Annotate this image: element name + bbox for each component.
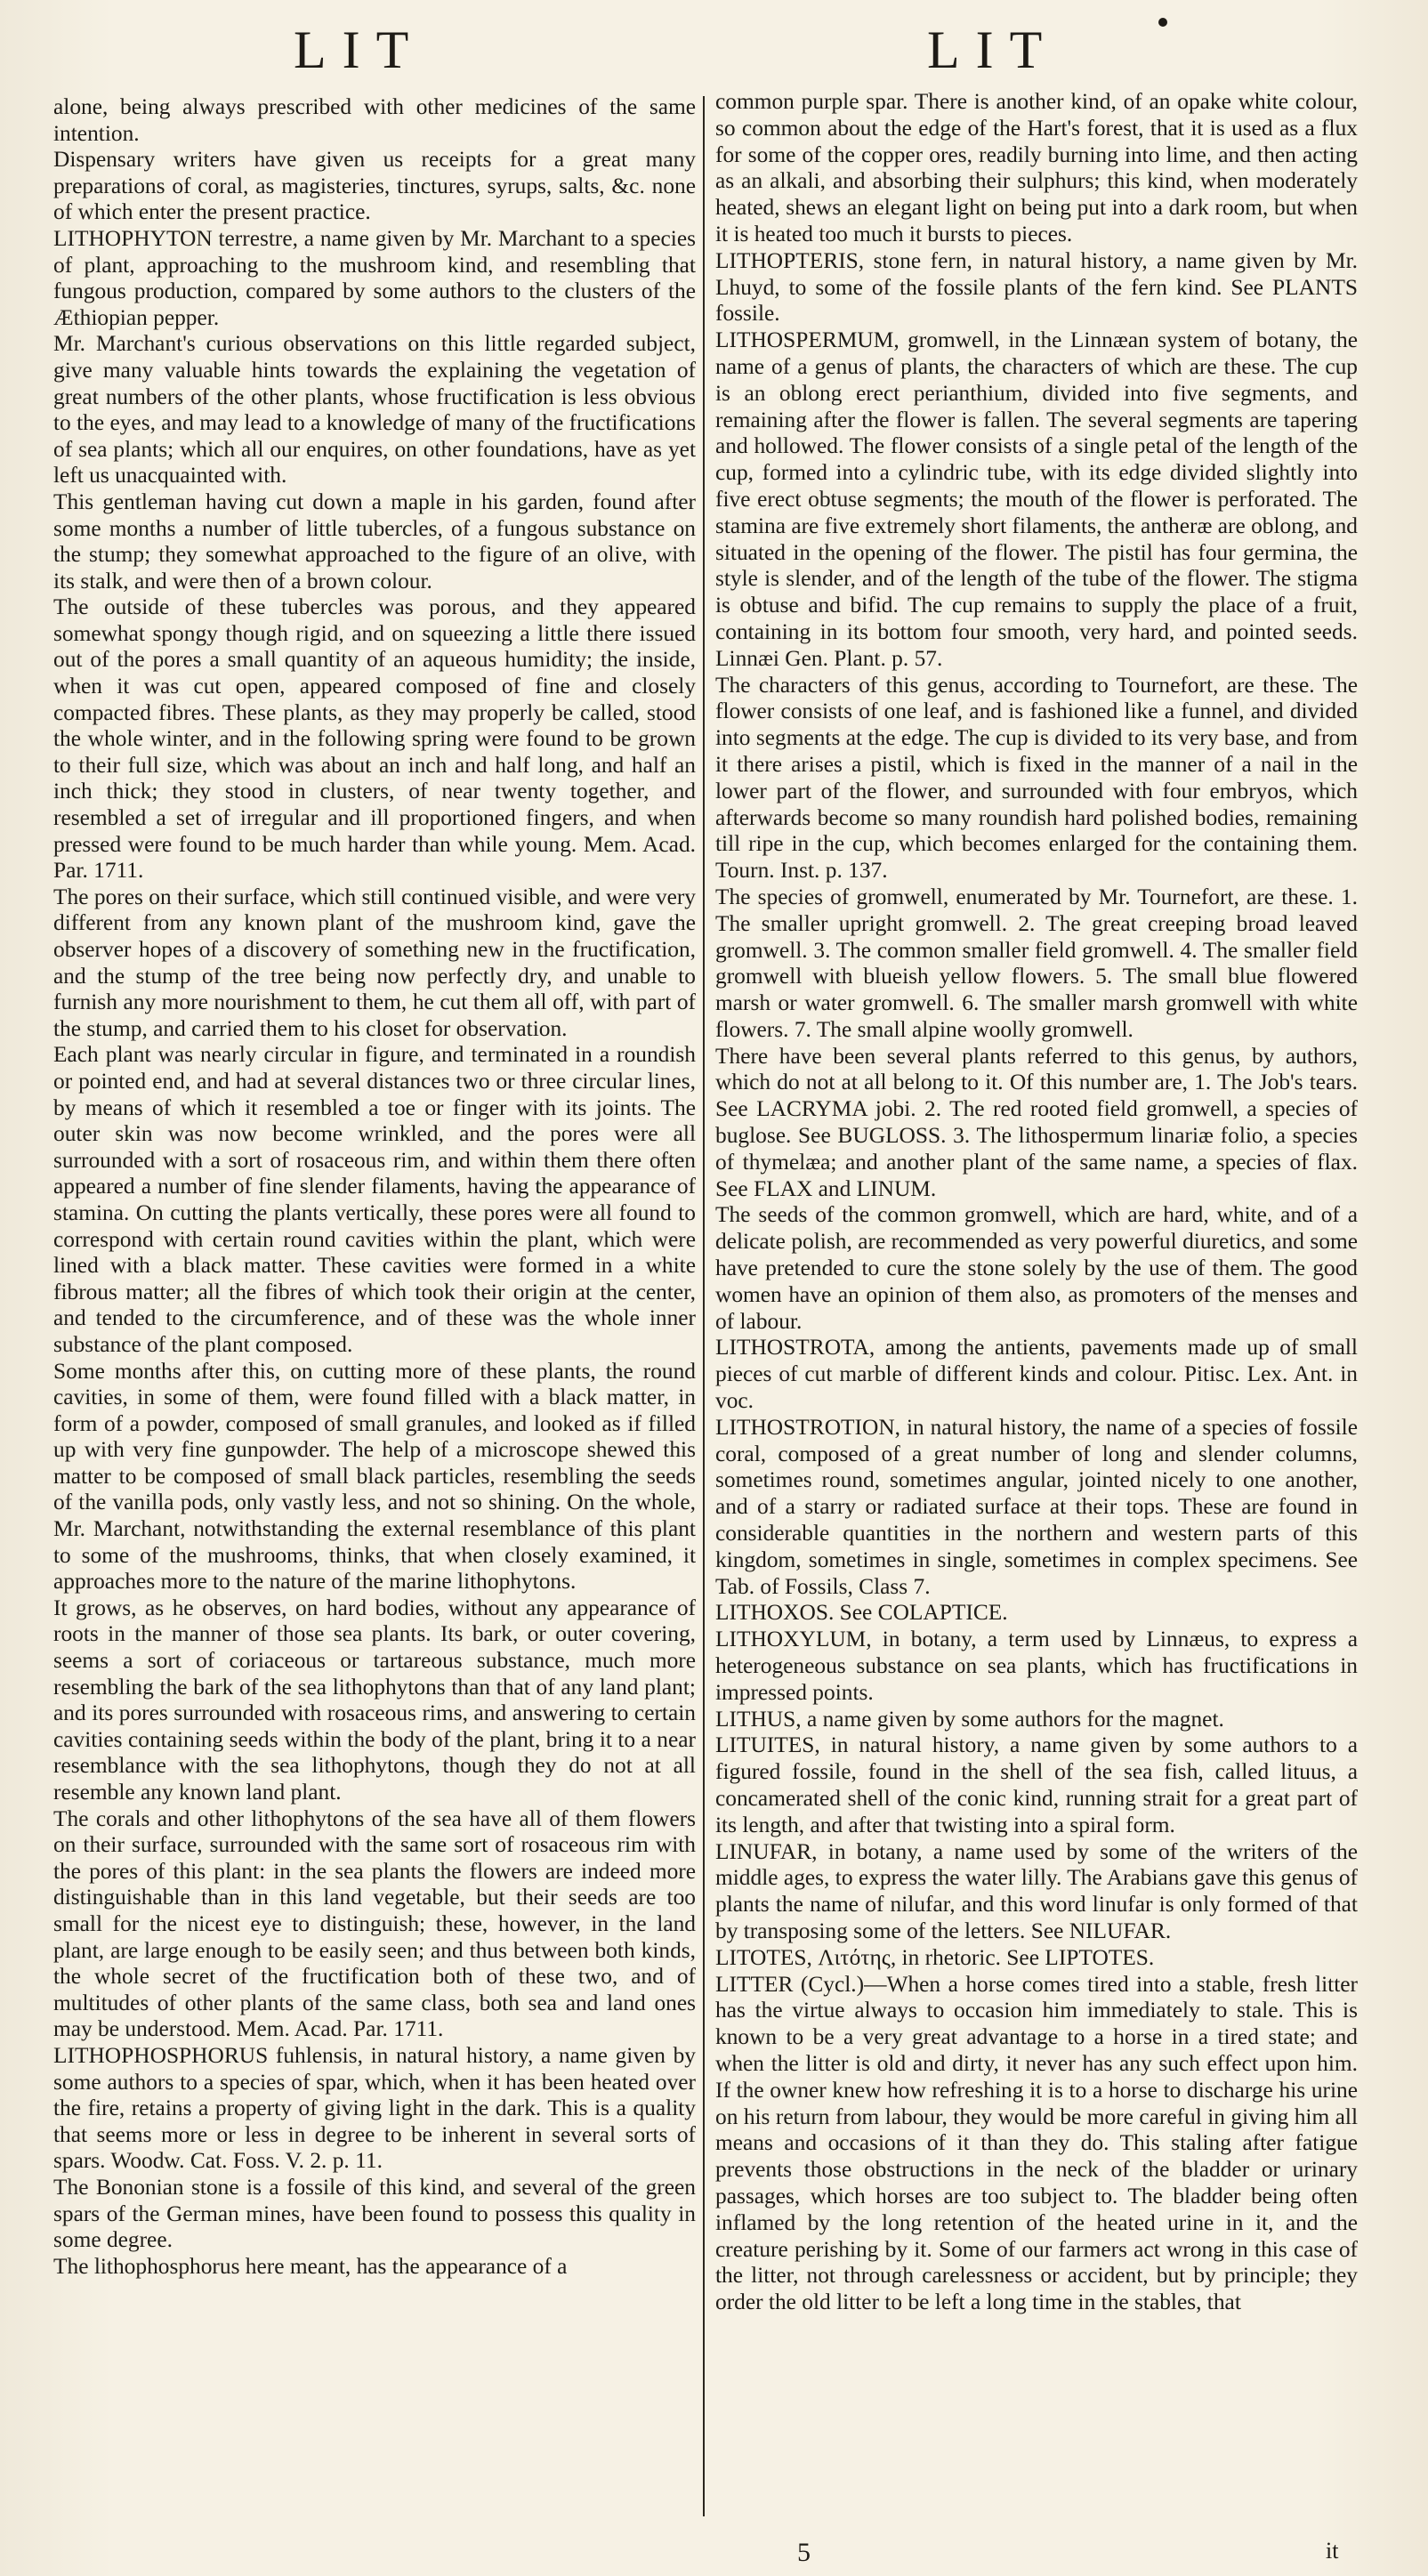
paragraph: The outside of these tubercles was porous, and they appeared somewhat spongy though rigid, and on squeezing a little there issued out of the pores a small quantity of an aqueous humidity; the inside, when it was cut open, appeared composed of fine and closely compacted fibres. These plants, as they may properly be called, stood the whole winter, and in the following spring were found to be grown to their full size, which was about an inch and half long, and half an inch thick; they stood in clusters, of near twenty together, and resembled a set of irregular and ill proportioned fingers, and when pressed were found to be much harder than while young. Mem. Acad. Par. 1711. (53, 594, 696, 884)
entry-lithostrota: LITHOSTROTA, among the antients, pavements made up of small pieces of cut marble of different kinds and colour. Pitisc. Lex. Ant. in voc. (715, 1335, 1358, 1414)
running-head-left: LIT (294, 20, 425, 79)
ornament-dot (1158, 18, 1167, 27)
left-column (53, 94, 696, 2280)
entry-lithoxylum: LITHOXYLUM, in botany, a term used by Linnæus, to express a heterogeneous substance on sea plants, which has fructifications in impressed points. (715, 1627, 1358, 1705)
paragraph: The corals and other lithophytons of the sea have all of them flowers on their surface, surrounded with the same sort of rosaceous rim with the pores of this plant: in the sea plants the flowers are indeed more distinguishable than in this land vegetable, but their seeds are too small for the nicest eye to distinguish; these, however, in the land plant, are large enough to be easily seen; and thus between both kinds, the whole secret of the fructification both of these two, and of multitudes of other plants of the same class, both sea and land ones may be understood. Mem. Acad. Par. 1711. (53, 1805, 696, 2042)
entry-litotes: LITOTES, Λιτότης, in rhetoric. See LIPTOTES. (715, 1944, 1155, 1970)
paragraph: Mr. Marchant's curious observations on this little regarded subject, give many valuable hints towards the explaining the vegetation of great numbers of the other plants, whose fructification is less obvious to the eyes, and may lead to a knowledge of many of the fructifications of sea plants; which all our enquires, on other foundations, have as yet left us unacquainted with. (53, 331, 696, 489)
entry-lithostrotion: LITHOSTROTION, in natural history, the name of a species of fossile coral, composed of a great number of long and slender columns, sometimes round, sometimes angular, jointed nicely to one another, and of a starry or radiated surface at their tops. These are found in considerable quantities in the northern and western parts of this kingdom, sometimes in single, sometimes in complex specimens. See Tab. of Fossils, Class 7. (715, 1414, 1358, 1599)
paragraph: common purple spar. There is another kind, of an opake white colour, so common about the edge of the Hart's forest, that it is used as a flux for some of the copper ores, readily burning into lime, and then acting as an alkali, and absorbing their sulphurs; this kind, when moderately heated, shews an elegant light on being put into a dark room, but when it is heated too much it bursts to pieces. (715, 89, 1358, 246)
paragraph: The pores on their surface, which still continued visible, and were very different from any known plant of the mushroom kind, gave the observer hopes of a discovery of something new in the fructification, and the stump of the tree being now perfectly dry, and unable to furnish any more nourishment to them, he cut them all off, with part of the stump, and carried them to his closet for observation. (53, 884, 696, 1041)
paragraph: This gentleman having cut down a maple in his garden, found after some months a number of little tubercles, of a fungous substance on the stump; they somewhat approached to the figure of an olive, with its stalk, and were then of a brown colour. (53, 489, 696, 594)
paragraph: Each plant was nearly circular in figure, and terminated in a roundish or pointed end, and had at several distances two or three circular lines, by means of which it resembled a toe or finger with its joints. The outer skin was now become wrinkled, and the pores were all surrounded with a sort of rosaceous rim, and within them there often appeared a number of fine slender filaments, having the appearance of stamina. On cutting the plants vertically, these pores were all found to correspond with certain round cavities within the plant, which were lined with a black matter. These cavities were formed in a white fibrous matter; all the fibres of which took their origin at the center, and tended to the circumference, and of these was the whole inner substance of the plant composed. (53, 1042, 696, 1357)
paragraph: alone, being always prescribed with other medicines of the same intention. (53, 94, 696, 146)
entry-lithophyton: LITHOPHYTON terrestre, a name given by Mr. Marchant to a species of plant, approaching to the mushroom kind, and resembling that fungous production, compared by some authors to the clusters of the Æthiopian pepper. (53, 225, 696, 330)
paragraph: The characters of this genus, according to Tournefort, are these. The flower consists of one leaf, and is fashioned like a funnel, and divided into segments at the edge. The cup is divided to its very base, and from it there arises a pistil, which is fixed in the manner of a nail in the lower part of the flower, and surrounded with four embryos, which afterwards become so many roundish hard polished bodies, remaining till ripe in the cup, which becomes enlarged for the containing them. Tourn. Inst. p. 137. (715, 672, 1358, 884)
entry-linufar: LINUFAR, in botany, a name used by some of the writers of the middle ages, to express the water lilly. The Arabians gave this genus of plants the name of nilufar, and this word linufar is only formed of that by transposing some of the letters. See NILUFAR. (715, 1838, 1358, 1943)
paragraph: There have been several plants referred to this genus, by authors, which do not at all belong to it. Of this number are, 1. The Job's tears. See LACRYMA jobi. 2. The red rooted field gromwell, a species of buglose. See BUGLOSS. 3. The lithospermum linariæ folio, a species of thymelæa; and another plant of the same name, a species of flax. See FLAX and LINUM. (715, 1043, 1358, 1201)
paragraph: The seeds of the common gromwell, which are hard, white, and of a delicate polish, are recommended as very powerful diuretics, and some have pretended to cure the stone solely by the use of them. The good women have an opinion of them also, as promoters of the menses and of labour. (715, 1202, 1358, 1334)
entry-lithopteris: LITHOPTERIS, stone fern, in natural history, a name given by Mr. Lhuyd, to some of the fossile plants of the fern kind. See PLANTS fossile. (715, 247, 1358, 327)
paragraph: The lithophosphorus here meant, has the appearance of a (53, 2253, 568, 2279)
entry-lituites: LITUITES, in natural history, a name given by some authors to a figured fossile, found in the shell of the sea fish, called lituus, a concamerated shell of the conic kind, running strait for a great part of its length, and after that twisting into a spiral form. (715, 1732, 1358, 1837)
running-head-right: LIT (927, 20, 1059, 79)
right-column (715, 89, 1358, 2316)
entry-lithoxos: LITHOXOS. See COLAPTICE. (715, 1600, 1008, 1626)
column-divider (703, 96, 705, 2516)
entry-lithus: LITHUS, a name given by some authors for the magnet. (715, 1706, 1224, 1732)
entry-lithospermum: LITHOSPERMUM, gromwell, in the Linnæan system of botany, the name of a genus of plants, the characters of which are these. The cup is an oblong erect perianthium, divided into five segments, and remaining after the flower is fallen. The several segments are tapering and hollowed. The flower consists of a single petal of the length of the cup, formed into a cylindric tube, with its edge divided slightly into five erect obtuse segments; the mouth of the flower is perforated. The stamina are five extremely short filaments, the antheræ are oblong, and situated in the opening of the flower. The pistil has four germina, the style is slender, and of the length of the tube of the flower. The stigma is obtuse and bifid. The cup remains to supply the place of a fruit, containing in its bottom four smooth, very hard, and pointed seeds. Linnæi Gen. Plant. p. 57. (715, 327, 1358, 671)
entry-litter: LITTER (Cycl.)—When a horse comes tired into a stable, fresh litter has the virtue always to occasion him immediately to stale. This is known to be a very great advantage to a horse in a tired state; and when the litter is old and dirty, it never has any such effect upon him. If the owner knew how refreshing it is to a horse to discharge his urine on his return from labour, they would be more careful in giving him all means and occasions of it than they do. This staling after fatigue prevents those obstructions in the neck of the bladder or urinary passages, which horses are too subject to. The bladder being often inflamed by the long retention of the heated urine in it, and the creature perishing by it. Some of our farmers act wrong in this case of the litter, not through carelessness or accident, but by principle; they order the old litter to be left a long time in the stables, that (715, 1971, 1358, 2315)
paragraph: Dispensary writers have given us receipts for a great many preparations of coral, as magisteries, tinctures, syrups, salts, &c. none of which enter the present practice. (53, 147, 696, 225)
paragraph: The Bononian stone is a fossile of this kind, and several of the green spars of the German mines, have been found to possess this quality in some degree. (53, 2174, 696, 2253)
paragraph: The species of gromwell, enumerated by Mr. Tournefort, are these. 1. The smaller upright gromwell. 2. The great creeping broad leaved gromwell. 3. The common smaller field gromwell. 4. The smaller field gromwell with blueish yellow flowers. 5. The small blue flowered marsh or water gromwell. 6. The smaller marsh gromwell with white flowers. 7. The small alpine woolly gromwell. (715, 884, 1358, 1042)
paragraph: Some months after this, on cutting more of these plants, the round cavities, in some of them, were found filled with a black matter, in form of a powder, composed of small granules, and looked as if filled up with very fine gunpowder. The help of a microscope shewed this matter to be composed of small black particles, resembling the seeds of the vanilla pods, only vastly less, and not so shining. On the whole, Mr. Marchant, notwithstanding the external resemblance of this plant to some of the mushrooms, thinks, that when closely examined, it approaches more to the nature of the marine lithophytons. (53, 1358, 696, 1595)
paragraph: It grows, as he observes, on hard bodies, without any appearance of roots in the manner of those sea plants. Its bark, or outer covering, seems a sort of coriaceous or tartareous substance, much more resembling the bark of the sea lithophytons than that of any land plant; and its pores surrounded with rosaceous rims, and answering to certain cavities containing seeds within the body of the plant, bring it to a near resemblance with the sea lithophytons, though they do not at all resemble any known land plant. (53, 1595, 696, 1805)
signature-mark: 5 (797, 2538, 811, 2567)
entry-lithophosphorus: LITHOPHOSPHORUS fuhlensis, in natural history, a name given by some authors to a species of spar, which, when it has been heated over the fire, retains a property of giving light in the dark. This is a quality that seems more or less in degree to be inherent in several sorts of spars. Woodw. Cat. Foss. V. 2. p. 11. (53, 2042, 696, 2174)
catchword: it (1326, 2538, 1339, 2564)
